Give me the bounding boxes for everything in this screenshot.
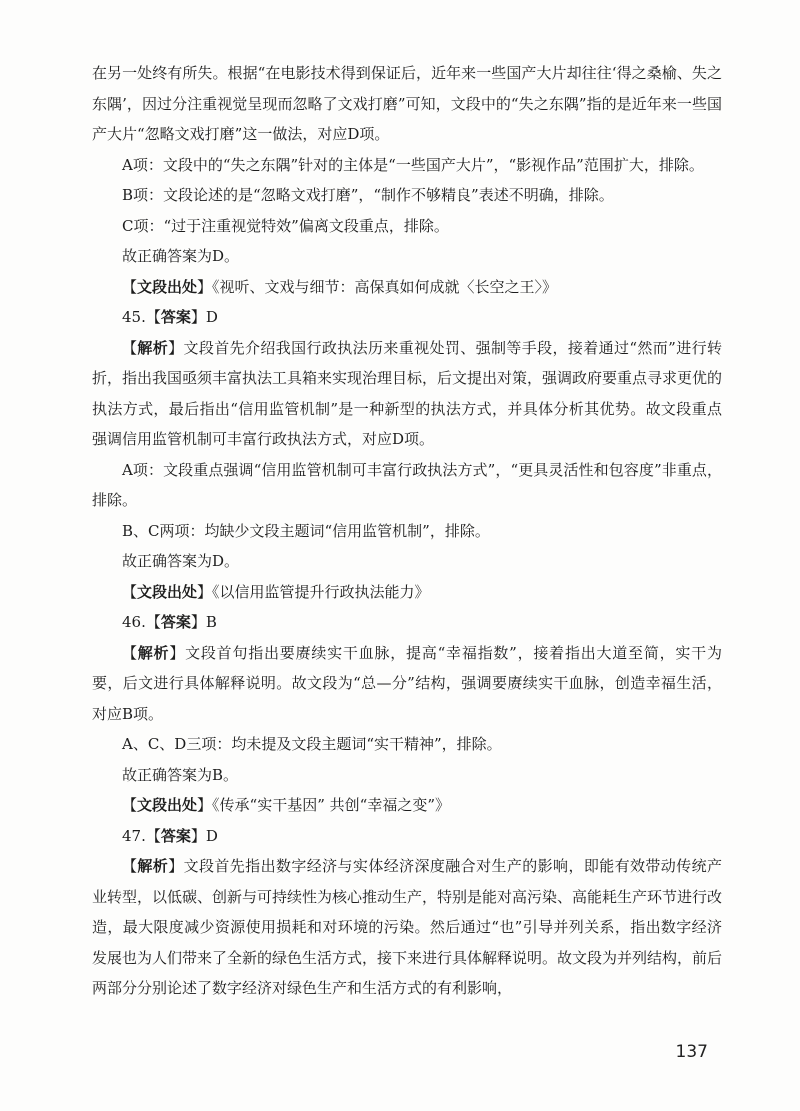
paragraph — [92, 241, 722, 272]
paragraph-text: B项：文段论述的是“忽略文戏打磨”，“制作不够精良”表述不明确，排除。 — [122, 186, 614, 204]
paragraph — [92, 180, 722, 211]
document-body — [92, 58, 722, 1004]
bracket-close: 】 — [190, 308, 206, 326]
section-tag: 解析 — [137, 338, 169, 357]
bracket-open: 【 — [145, 308, 161, 326]
section-tag: 答案 — [160, 826, 191, 845]
section-tag: 答案 — [160, 308, 191, 326]
paragraph — [92, 302, 722, 333]
paragraph-text: 文段首句指出要赓续实干血脉，提高“幸福指数”，接着指出大道至简，实干为要，后文进行具体解释说明。故文段为“总—分”结构，强调要赓续实干血脉，创造幸福生活，对应B项。 — [92, 643, 722, 723]
bracket-close: 】 — [169, 643, 186, 662]
paragraph-text: 在另一处终有所失。根据“在电影技术得到保证后，近年来一些国产大片却往往‘得之桑榆、失之东隅’，因过分注重视觉呈现而忽略了文戏打磨”可知，文段中的“失之东隅”指的是近年来一些国产大片“忽略文戏打磨”这一做法，对应D项。 — [92, 64, 722, 143]
bracket-close: 】 — [197, 796, 213, 814]
paragraph — [92, 638, 722, 730]
bracket-open: 【 — [145, 613, 161, 631]
paragraph-text: B — [205, 613, 217, 631]
section-tag: 解析 — [137, 643, 170, 662]
paragraph-text: 文段首先介绍我国行政执法历来重视处罚、强制等手段，接着通过“然而”进行转折，指出我国亟须丰富执法工具箱来实现治理目标，后文提出对策，强调政府要重点寻求更优的执法方式，最后指出“信用监管机制”是一种新型的执法方式，并具体分析其优势。故文段重点强调信用监管机制可丰富行政执法方式，对应D项。 — [92, 338, 723, 448]
paragraph-text: 《传承“实干基因” 共创“幸福之变”》 — [212, 796, 450, 814]
paragraph-text: A、C、D三项：均未提及文段主题词“实干精神”，排除。 — [122, 735, 502, 753]
question-number: 47. — [122, 826, 146, 845]
paragraph — [92, 729, 722, 760]
bracket-open: 【 — [122, 277, 138, 296]
paragraph — [92, 821, 722, 852]
paragraph-text: C项：“过于注重视觉特效”偏离文段重点，排除。 — [122, 216, 449, 235]
section-tag: 答案 — [160, 613, 191, 631]
paragraph — [92, 211, 722, 242]
paragraph — [92, 577, 722, 608]
paragraph — [92, 851, 722, 1004]
paragraph-text: 文段首先指出数字经济与实体经济深度融合对生产的影响，即能有效带动传统产业转型，以低碳、创新与可持续性为核心推动生产，特别是能对高污染、高能耗生产环节进行改造，最大限度减少资源使用损耗和对环境的污染。然后通过“也”引导并列关系，指出数字经济发展也为人们带来了全新的绿色生活方式，接下来进行具体解释说明。故文段为并列结构，前后两部分分别论述了数字经济对绿色生产和生活方式的有利影响， — [92, 857, 723, 997]
question-number: 45. — [122, 308, 146, 326]
bracket-open: 【 — [145, 826, 161, 845]
paragraph-text: 故正确答案为D。 — [122, 552, 240, 570]
paragraph — [92, 546, 722, 577]
paragraph-text: A项：文段重点强调“信用监管机制可丰富行政执法方式”，“更具灵活性和包容度”非重点，排除。 — [92, 460, 722, 509]
bracket-open: 【 — [122, 857, 138, 875]
paragraph — [92, 760, 722, 791]
paragraph — [92, 150, 722, 181]
paragraph — [92, 516, 722, 547]
section-tag: 文段出处 — [137, 277, 198, 296]
paragraph-text: 《以信用监管提升行政执法能力》 — [212, 582, 430, 601]
paragraph — [92, 607, 722, 638]
bracket-open: 【 — [122, 643, 138, 662]
question-number: 46. — [122, 613, 146, 631]
paragraph — [92, 790, 722, 821]
paragraph-text: D — [205, 826, 218, 845]
bracket-close: 】 — [168, 338, 184, 357]
bracket-open: 【 — [122, 796, 138, 814]
bracket-close: 】 — [168, 857, 184, 875]
bracket-close: 】 — [190, 826, 206, 845]
bracket-close: 】 — [190, 613, 206, 631]
paragraph-text: 《视听、文戏与细节：高保真如何成就〈长空之王〉》 — [212, 277, 558, 296]
section-tag: 解析 — [137, 857, 169, 875]
bracket-close: 】 — [197, 582, 213, 601]
paragraph-text: A项：文段中的“失之东隅”针对的主体是“一些国产大片”，“影视作品”范围扩大，排除。 — [122, 155, 704, 174]
bracket-close: 】 — [197, 277, 213, 296]
section-tag: 文段出处 — [137, 582, 198, 601]
page-number: 137 — [675, 1042, 708, 1062]
paragraph — [92, 58, 722, 150]
bracket-open: 【 — [122, 338, 138, 357]
paragraph-text: D — [205, 308, 218, 326]
section-tag: 文段出处 — [137, 796, 198, 814]
bracket-open: 【 — [122, 582, 138, 601]
paragraph-text: 故正确答案为D。 — [122, 247, 240, 265]
paragraph — [92, 333, 722, 455]
paragraph-text: 故正确答案为B。 — [122, 765, 239, 784]
paragraph — [92, 455, 722, 516]
paragraph — [92, 272, 722, 303]
paragraph-text: B、C两项：均缺少文段主题词“信用监管机制”，排除。 — [122, 521, 490, 540]
